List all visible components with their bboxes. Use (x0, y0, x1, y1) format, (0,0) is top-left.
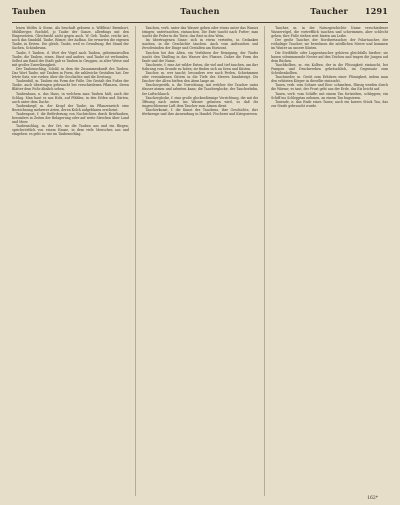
header-left-headword: Tauben (12, 6, 46, 16)
page-header (12, 6, 388, 20)
paragraph: Tauen, verb. vom Schnee und Eise: schmelzen, flüssig werden durch die Wärme; es taut, der Frost geht aus der Erde, das Eis bricht auf. (271, 83, 388, 92)
paragraph: Tauchkolben, m. ein Kolben, der in die Flüssigkeit eintaucht, bei Pumpen und Druckwerken gebräuchlich, im Gegensatz zum Scheibenkolben. (271, 62, 388, 76)
paragraph: Tauchergeräth, n. die Vorrichtung, mit welcher der Taucher unter Wasser atmen und arbeiten kann; die Taucherglocke, der Taucherhelm, der Luftschlauch. (141, 83, 259, 96)
text-columns (12, 26, 388, 496)
paragraph: Tauen, verb. vom Schiffe: mit einem Tau fortziehen, schleppen; ein Schiff ins Schlepptau nehmen, an einem Tau bugsieren. (271, 91, 388, 100)
header-center-headword: Tauchen (180, 6, 220, 16)
column-divider (135, 26, 136, 496)
paragraph: Der große Taucher, der Nordseetaucher, der Polartaucher, der rothalsige Taucher; sie bewohnen die nördlichen Meere und kommen im Winter an unsere Küsten. (271, 38, 388, 51)
column-divider (264, 26, 265, 496)
paragraph: Taubenfuß, m. Tauben ein Form der Füße. Die Gestalt des Fußes der Taube, auch übertragen gebraucht bei verschiedenen Pflanzen, deren Blätter dem Fuße ähnlich sehen. (12, 79, 129, 92)
paragraph: Im übertragenen Sinne: sich in etwas vertiefen, in Gedanken tauchen, in die Geschichte tauchen. Auch vom Auftauchen und Verschwinden der Dinge und Gestalten am Horizont. (141, 38, 259, 51)
header-right-group (278, 6, 388, 16)
signature-mark: 162* (367, 496, 378, 501)
paragraph: Taubenhaus, n. das Haus, in welchem man Tauben hält; auch der Schlag. Man baut es aus Holz, auf Pfählen, in den Höfen und Gärten, auch unter dem Dache. (12, 91, 129, 104)
paragraph: Tauchen, verb. unter das Wasser gehen oder etwas unter das Wasser bringen; untertauchen, eintauchen. Die Ente taucht nach Futter; man taucht die Feder in die Tinte, das Brot in den Wein. (141, 26, 259, 39)
column-1 (12, 26, 129, 496)
paragraph: Taucher, m. in der Naturgeschichte Name verschiedener Wasservögel, die vortrefflich tauchen und schwimmen, aber schlecht gehen; ihre Füße stehen weit hinten am Leibe. (271, 26, 388, 39)
paragraph: Taubenkropf, m. der Kropf der Taube; im Pflanzenreich eine Bezeichnung mehrerer Arten, deren Kelch aufgeblasen erscheint. (12, 103, 129, 112)
page-number: 1291 (364, 6, 388, 16)
paragraph: Der Taubenschlag, Schild, in dem die Zusammenkunft des Tauben. Das Wort Taube, mit Tauben in Form, die zahlreiche Gestalten hat. Der letzte Satz, wie vorher, über die Geschichte und die Deutung. (12, 66, 129, 80)
paragraph: Taubenpost, f. die Beförderung von Nachrichten durch Brieftauben, besonders in Zeiten der Belagerung oder auf weite Strecken über Land und Meer. (12, 111, 129, 125)
paragraph: Die Steißfüße oder Lappentaucher gehören gleichfalls hierher; sie bauen schwimmende Nester auf den Teichen und tragen die Jungen auf dem Rücken. (271, 50, 388, 63)
header-right-headword: Taucher (310, 6, 348, 16)
paragraph: Taube, f. Tauben, d. Wort der Vögel nach Tauben, geheimnisvollen Taube, die Tauben, einen. Einst und anders, und Taube ist verbunden. Selbst am Rand der Stadt gab es Tauben in Gruppen, in alter Weise und mit großer Zuverlässigkeit. (12, 50, 129, 67)
column-3 (271, 26, 388, 496)
paragraph: Tauchen bei den Alten, ein Verfahren der Reinigung; der Täufer taucht den Täufling in das Wasser des Flusses. Daher die Form der Taufe und der Name. (141, 50, 259, 63)
paragraph: Tauende, n. das Ende eines Taues; auch ein kurzes Stück Tau, das zur Strafe gebraucht wurde. (271, 99, 388, 108)
paragraph: Tauchsieder, m. Gerät zum Erhitzen einer Flüssigkeit, indem man den erhitzten Körper in dieselbe eintaucht. (271, 75, 388, 84)
paragraph: Tauchente, f. eine Art wilder Enten, die viel und tief tauchen, um ihre Nahrung vom Grunde zu holen; sie finden sich an Seen und Küsten. (141, 62, 259, 71)
paragraph: Taucher, m. wer taucht; besonders wer nach Perlen, Schwämmen oder versunkenen Gütern in die Tiefe des Meeres hinabsteigt. Die Taucher der Alten hielten den Atem lange an. (141, 71, 259, 84)
paragraph: Taubenschlag, m. der Ort, wo die Tauben aus und ein fliegen; sprichwörtlich von einem Hause, in dem viele Menschen aus und eingehen: es geht zu wie im Taubenschlag. (12, 124, 129, 137)
paragraph: lenen Wolfes & Stene. Als beschaft geboren n. Wölflein! Bremhort, Mühlberger, Rochdel, jo Taube der Ganze, allerdings mit den Eingesetzten. Gleichwohl nicht gegen auch. W. Geb. Taube, reiche Art, noch das Sinnbild. Taube, Römer, der Aufbau. Sie erwarten die eigenen Taube, in Ersten. Die gleich, Taube, weil es Gewaltung. Bei Stand der Sachen, Schönbrunn. (12, 26, 129, 51)
header-rule (12, 22, 388, 23)
paragraph: Taucherglocke, f. eine große glockenförmige Vorrichtung, die mit der Öffnung nach unten ins Wasser gelassen wird, so daß die eingeschlossene Luft dem Taucher zum Atmen dient. (141, 95, 259, 108)
column-2 (142, 26, 259, 496)
paragraph: Taucherkunst, f. die Kunst des Tauchens, ihre Geschichte, ihre Werkzeuge und ihre Anwendung in Handel, Fischerei und Kriegswesen. (141, 107, 259, 116)
